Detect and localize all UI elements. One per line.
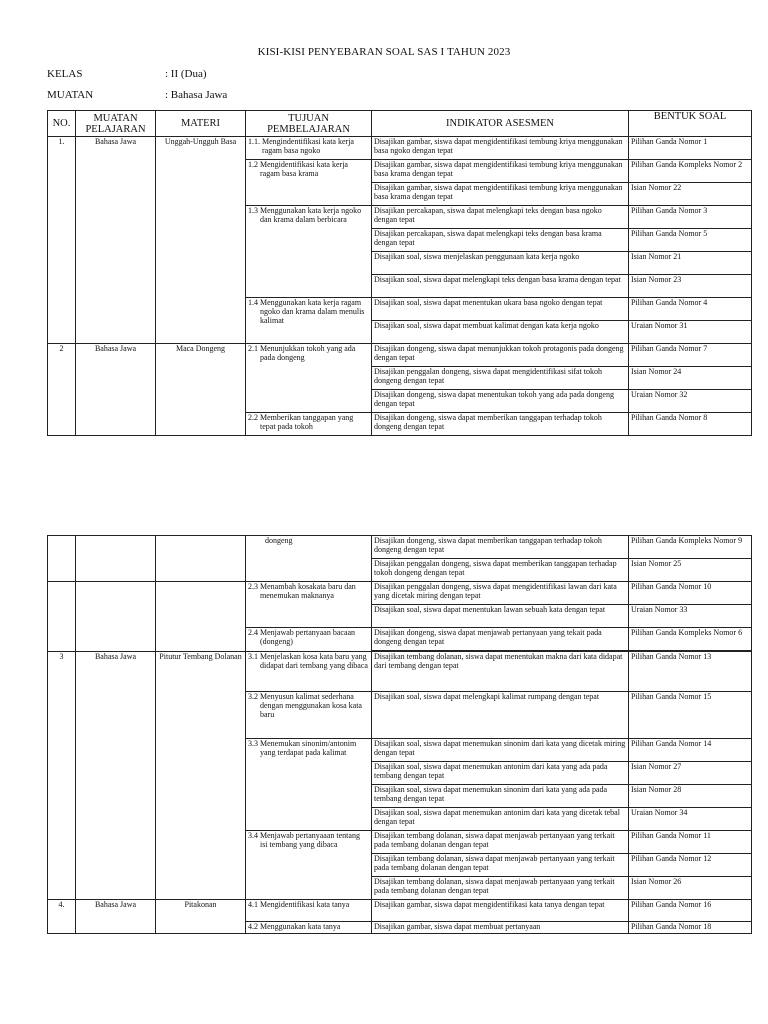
- tujuan-cell: [246, 692, 372, 739]
- objective-text: Menambah kosakata baru dan menemukan maknanya: [260, 582, 356, 600]
- bentuk-cell: Uraian Nomor 34: [629, 808, 752, 831]
- bentuk-cell: Pilihan Ganda Nomor 11: [629, 831, 752, 854]
- tujuan-cell: [246, 652, 372, 692]
- row-number: 1.: [48, 137, 76, 344]
- bentuk-cell: Pilihan Ganda Nomor 5: [629, 229, 752, 252]
- indikator-cell: Disajikan tembang dolanan, siswa dapat menentukan makna dari kata didapat dari tembang dengan tepat: [372, 652, 629, 692]
- indikator-cell: Disajikan soal, siswa dapat menemukan sinonim dari kata yang dicetak miring dengan tepat: [372, 739, 629, 762]
- bentuk-cell: Pilihan Ganda Nomor 1: [629, 137, 752, 160]
- objective-text: Mengidentifikasi kata tanya: [260, 900, 350, 909]
- indikator-cell: Disajikan soal, siswa dapat menemukan antonim dari kata yang dicetak tebal dengan tepat: [372, 808, 629, 831]
- objective-number: 4.1: [248, 900, 258, 909]
- bentuk-cell: Isian Nomor 22: [629, 183, 752, 206]
- indikator-cell: Disajikan penggalan dongeng, siswa dapat mengidentifikasi lawan dari kata yang dicetak miring dengan tepat: [372, 582, 629, 605]
- bentuk-cell: Isian Nomor 23: [629, 275, 752, 298]
- bentuk-cell: Pilihan Ganda Nomor 18: [629, 922, 752, 934]
- indikator-cell: Disajikan gambar, siswa dapat mengidentifikasi tembung kriya menggunakan basa krama dengan tepat: [372, 183, 629, 206]
- objective-text: Menyusun kalimat sederhana dengan menggunakan kosa kata baru: [260, 692, 362, 719]
- indikator-cell: Disajikan tembang dolanan, siswa dapat menjawab pertanyaan yang terkait pada tembang dolanan dengan tepat: [372, 854, 629, 877]
- bentuk-cell: Uraian Nomor 32: [629, 390, 752, 413]
- bentuk-cell: Pilihan Ganda Nomor 12: [629, 854, 752, 877]
- indikator-cell: Disajikan tembang dolanan, siswa dapat menjawab pertanyaan yang terkait pada tembang dolanan dengan tepat: [372, 831, 629, 854]
- muatan-label: MUATAN: [47, 89, 94, 101]
- materi-cell: Unggah-Ungguh Basa: [156, 137, 246, 344]
- indikator-cell: Disajikan percakapan, siswa dapat melengkapi teks dengan basa ngoko dengan tepat: [372, 206, 629, 229]
- materi-cell: Pitakonan: [156, 900, 246, 934]
- table-row: [48, 652, 752, 692]
- tujuan-cell: [246, 206, 372, 298]
- objective-number: 1.1.: [248, 137, 260, 146]
- header-no: NO.: [48, 111, 76, 137]
- table-row: [48, 536, 752, 559]
- tujuan-cell: [246, 413, 372, 436]
- bentuk-cell: Isian Nomor 21: [629, 252, 752, 275]
- indikator-cell: Disajikan percakapan, siswa dapat melengkapi teks dengan basa krama dengan tepat: [372, 229, 629, 252]
- objective-number: 3.3: [248, 739, 258, 748]
- bentuk-cell: Uraian Nomor 31: [629, 321, 752, 344]
- tujuan-cell: [246, 922, 372, 934]
- header-indikator-asesmen: INDIKATOR ASESMEN: [372, 111, 629, 137]
- muatan-value: : Bahasa Jawa: [165, 89, 228, 101]
- muatan-cell: Bahasa Jawa: [76, 652, 156, 900]
- header-tujuan-pembelajaran: TUJUAN PEMBELAJARAN: [246, 111, 372, 137]
- indikator-cell: Disajikan tembang dolanan, siswa dapat menjawab pertanyaan yang terkait pada tembang dolanan dengan tepat: [372, 877, 629, 900]
- indikator-cell: Disajikan gambar, siswa dapat mengidentifikasi kata tanya dengan tepat: [372, 900, 629, 922]
- bentuk-cell: Isian Nomor 28: [629, 785, 752, 808]
- indikator-cell: Disajikan gambar, siswa dapat mengidentifikasi tembung kriya menggunakan basa ngoko dengan tepat: [372, 137, 629, 160]
- objective-number: 3.2: [248, 692, 258, 701]
- bentuk-cell: Isian Nomor 26: [629, 877, 752, 900]
- objective-number: 4.2: [248, 922, 258, 931]
- muatan-cell: [76, 536, 156, 582]
- tujuan-cell: [246, 582, 372, 628]
- bentuk-cell: Uraian Nomor 33: [629, 605, 752, 628]
- header-materi: MATERI: [156, 111, 246, 137]
- bentuk-cell: Pilihan Ganda Kompleks Nomor 9: [629, 536, 752, 559]
- indikator-cell: Disajikan soal, siswa dapat melengkapi kalimat rumpang dengan tepat: [372, 692, 629, 739]
- kisi-kisi-table-page-1: [47, 110, 752, 436]
- materi-cell: Pitutur Tembang Dolanan: [156, 652, 246, 900]
- row-number: 2: [48, 344, 76, 436]
- row-number: 3: [48, 652, 76, 900]
- indikator-cell: Disajikan dongeng, siswa dapat menjawab pertanyaan yang tekait pada dongeng dengan tepat: [372, 628, 629, 651]
- indikator-cell: Disajikan dongeng, siswa dapat memberikan tanggapan terhadap tokoh dongeng dengan tepat: [372, 413, 629, 436]
- objective-text: Menggunakan kata kerja ragam ngoko dan krama dalam menulis kalimat: [260, 298, 365, 325]
- materi-cell: Maca Dongeng: [156, 344, 246, 436]
- indikator-cell: Disajikan soal, siswa dapat menentukan lawan sebuah kata dengan tepat: [372, 605, 629, 628]
- bentuk-cell: Pilihan Ganda Nomor 8: [629, 413, 752, 436]
- objective-text: dongeng: [265, 536, 293, 545]
- objective-number: 1.2: [248, 160, 258, 169]
- tujuan-cell: [246, 831, 372, 900]
- bentuk-cell: Isian Nomor 27: [629, 762, 752, 785]
- indikator-cell: Disajikan penggalan dongeng, siswa dapat memberikan tanggapan terhadap tokoh dongeng dengan tepat: [372, 559, 629, 582]
- bentuk-cell: Pilihan Ganda Kompleks Nomor 2: [629, 160, 752, 183]
- objective-number: 2.4: [248, 628, 258, 637]
- table-row: [48, 900, 752, 922]
- document-title: KISI-KISI PENYEBARAN SOAL SAS I TAHUN 2023: [257, 46, 511, 58]
- objective-number: 1.3: [248, 206, 258, 215]
- tujuan-cell: [246, 900, 372, 922]
- objective-text: Menggunakan kata tanya: [260, 922, 341, 931]
- table-row: [48, 582, 752, 605]
- bentuk-cell: Pilihan Ganda Kompleks Nomor 6: [629, 628, 752, 651]
- bentuk-cell: Pilihan Ganda Nomor 4: [629, 298, 752, 321]
- bentuk-cell: Pilihan Ganda Nomor 15: [629, 692, 752, 739]
- bentuk-cell: Pilihan Ganda Nomor 3: [629, 206, 752, 229]
- muatan-cell: [76, 582, 156, 652]
- tujuan-cell: [246, 344, 372, 413]
- indikator-cell: Disajikan dongeng, siswa dapat menunjukkan tokoh protagonis pada dongeng dengan tepat: [372, 344, 629, 367]
- indikator-cell: Disajikan soal, siswa dapat menemukan sinonim dari kata yang ada pada tembang dengan tepat: [372, 785, 629, 808]
- header-muatan-pelajaran: MUATAN PELAJARAN: [76, 111, 156, 137]
- objective-text: Menjawab pertanyaaan tentang isi tembang yang dibaca: [260, 831, 360, 849]
- objective-text: Mengindentifikasi kata kerja ragam basa ngoko: [262, 137, 354, 155]
- header-bentuk-soal: BENTUK SOAL: [629, 111, 752, 137]
- indikator-cell: Disajikan soal, siswa dapat membuat kalimat dengan kata kerja ngoko: [372, 321, 629, 344]
- tujuan-cell: [246, 298, 372, 344]
- objective-text: Menemukan sinonim/antonim yang terdapat pada kalimat: [260, 739, 357, 757]
- objective-text: Menunjukkan tokoh yang ada pada dongeng: [260, 344, 356, 362]
- bentuk-cell: Pilihan Ganda Nomor 7: [629, 344, 752, 367]
- table-header-row: [48, 111, 752, 137]
- row-number: [48, 582, 76, 652]
- objective-text: Memberikan tanggapan yang tepat pada tokoh: [260, 413, 354, 431]
- kelas-value: : II (Dua): [165, 68, 207, 80]
- indikator-cell: Disajikan soal, siswa dapat menentukan ukara basa ngoko dengan tepat: [372, 298, 629, 321]
- muatan-cell: Bahasa Jawa: [76, 137, 156, 344]
- objective-number: 1.4: [248, 298, 258, 307]
- bentuk-cell: Isian Nomor 25: [629, 559, 752, 582]
- objective-text: Menggunakan kata kerja ngoko dan krama dalam berbicara: [260, 206, 362, 224]
- indikator-cell: Disajikan soal, siswa dapat menemukan antonim dari kata yang ada pada tembang dengan tepat: [372, 762, 629, 785]
- indikator-cell: Disajikan dongeng, siswa dapat menentukan tokoh yang ada pada dongeng dengan tepat: [372, 390, 629, 413]
- objective-number: 2.2: [248, 413, 258, 422]
- tujuan-cell: [246, 739, 372, 831]
- objective-number: 2.3: [248, 582, 258, 591]
- tujuan-cell: [246, 160, 372, 206]
- kisi-kisi-table-page-2: [47, 535, 752, 934]
- tujuan-cell: [246, 536, 372, 582]
- objective-number: 3.4: [248, 831, 258, 840]
- objective-text: Mengidentifikasi kata kerja ragam basa krama: [260, 160, 348, 178]
- materi-cell: [156, 536, 246, 582]
- bentuk-cell: Pilihan Ganda Nomor 14: [629, 739, 752, 762]
- indikator-cell: Disajikan soal, siswa menjelaskan penggunaan kata kerja ngoko: [372, 252, 629, 275]
- objective-text: Menjelaskan kosa kata baru yang didapat dari tembang yang dibaca: [260, 652, 368, 670]
- tujuan-cell: [246, 628, 372, 652]
- tujuan-cell: [246, 137, 372, 160]
- muatan-cell: Bahasa Jawa: [76, 344, 156, 436]
- indikator-cell: Disajikan dongeng, siswa dapat memberikan tanggapan terhadap tokoh dongeng dengan tepat: [372, 536, 629, 559]
- objective-text: Menjawab pertanyaan bacaan (dongeng): [260, 628, 356, 646]
- objective-number: 3.1: [248, 652, 258, 661]
- muatan-cell: Bahasa Jawa: [76, 900, 156, 934]
- indikator-cell: Disajikan gambar, siswa dapat mengidentifikasi tembung kriya menggunakan basa krama dengan tepat: [372, 160, 629, 183]
- kelas-label: KELAS: [47, 68, 83, 80]
- indikator-cell: Disajikan penggalan dongeng, siswa dapat mengidentifikasi sifat tokoh dongeng dengan tepat: [372, 367, 629, 390]
- indikator-cell: Disajikan gambar, siswa dapat membuat pertanyaan: [372, 922, 629, 934]
- bentuk-cell: Pilihan Ganda Nomor 16: [629, 900, 752, 922]
- bentuk-cell: Pilihan Ganda Nomor 10: [629, 582, 752, 605]
- objective-number: 2.1: [248, 344, 258, 353]
- table-row: [48, 137, 752, 160]
- materi-cell: [156, 582, 246, 652]
- bentuk-cell: Pilihan Ganda Nomor 13: [629, 652, 752, 692]
- bentuk-cell: Isian Nomor 24: [629, 367, 752, 390]
- indikator-cell: Disajikan soal, siswa dapat melengkapi teks dengan basa krama dengan tepat: [372, 275, 629, 298]
- table-row: [48, 344, 752, 367]
- row-number: [48, 536, 76, 582]
- row-number: 4.: [48, 900, 76, 934]
